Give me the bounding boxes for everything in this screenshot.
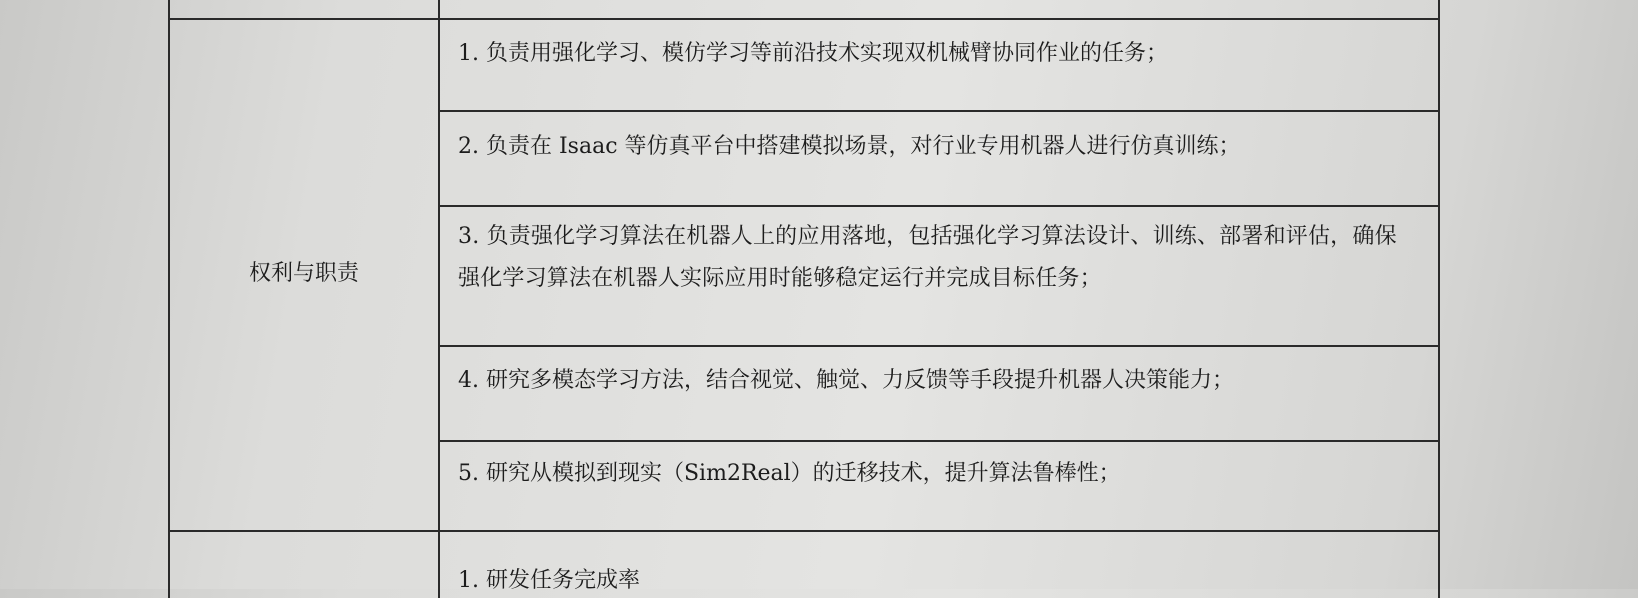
- duty-item-1: 1. 负责用强化学习、模仿学习等前沿技术实现双机械臂协同作业的任务；: [458, 41, 1168, 66]
- section-label: 权利与职责: [248, 261, 359, 286]
- row-divider: [438, 205, 1438, 207]
- duty-item-4: 4. 研究多模态学习方法，结合视觉、触觉、力反馈等手段提升机器人决策能力；: [458, 368, 1234, 393]
- row-divider: [170, 530, 1438, 532]
- next-row-item-partial: 1. 研发任务完成率: [458, 568, 640, 590]
- duty-item-2: 2. 负责在 Isaac 等仿真平台中搭建模拟场景，对行业专用机器人进行仿真训练；: [458, 134, 1241, 159]
- column-divider: [438, 0, 440, 598]
- duty-item-3: 3. 负责强化学习算法在机器人上的应用落地，包括强化学习算法设计、训练、部署和评估，确保强化学习算法在机器人实际应用时能够稳定运行并完成目标任务；: [458, 224, 1397, 291]
- duties-table: [168, 0, 1440, 598]
- row-divider: [438, 440, 1438, 442]
- duty-item-5: 5. 研究从模拟到现实（Sim2Real）的迁移技术，提升算法鲁棒性；: [458, 461, 1121, 486]
- row-divider: [438, 345, 1438, 347]
- row-divider: [170, 18, 1438, 20]
- row-divider: [438, 110, 1438, 112]
